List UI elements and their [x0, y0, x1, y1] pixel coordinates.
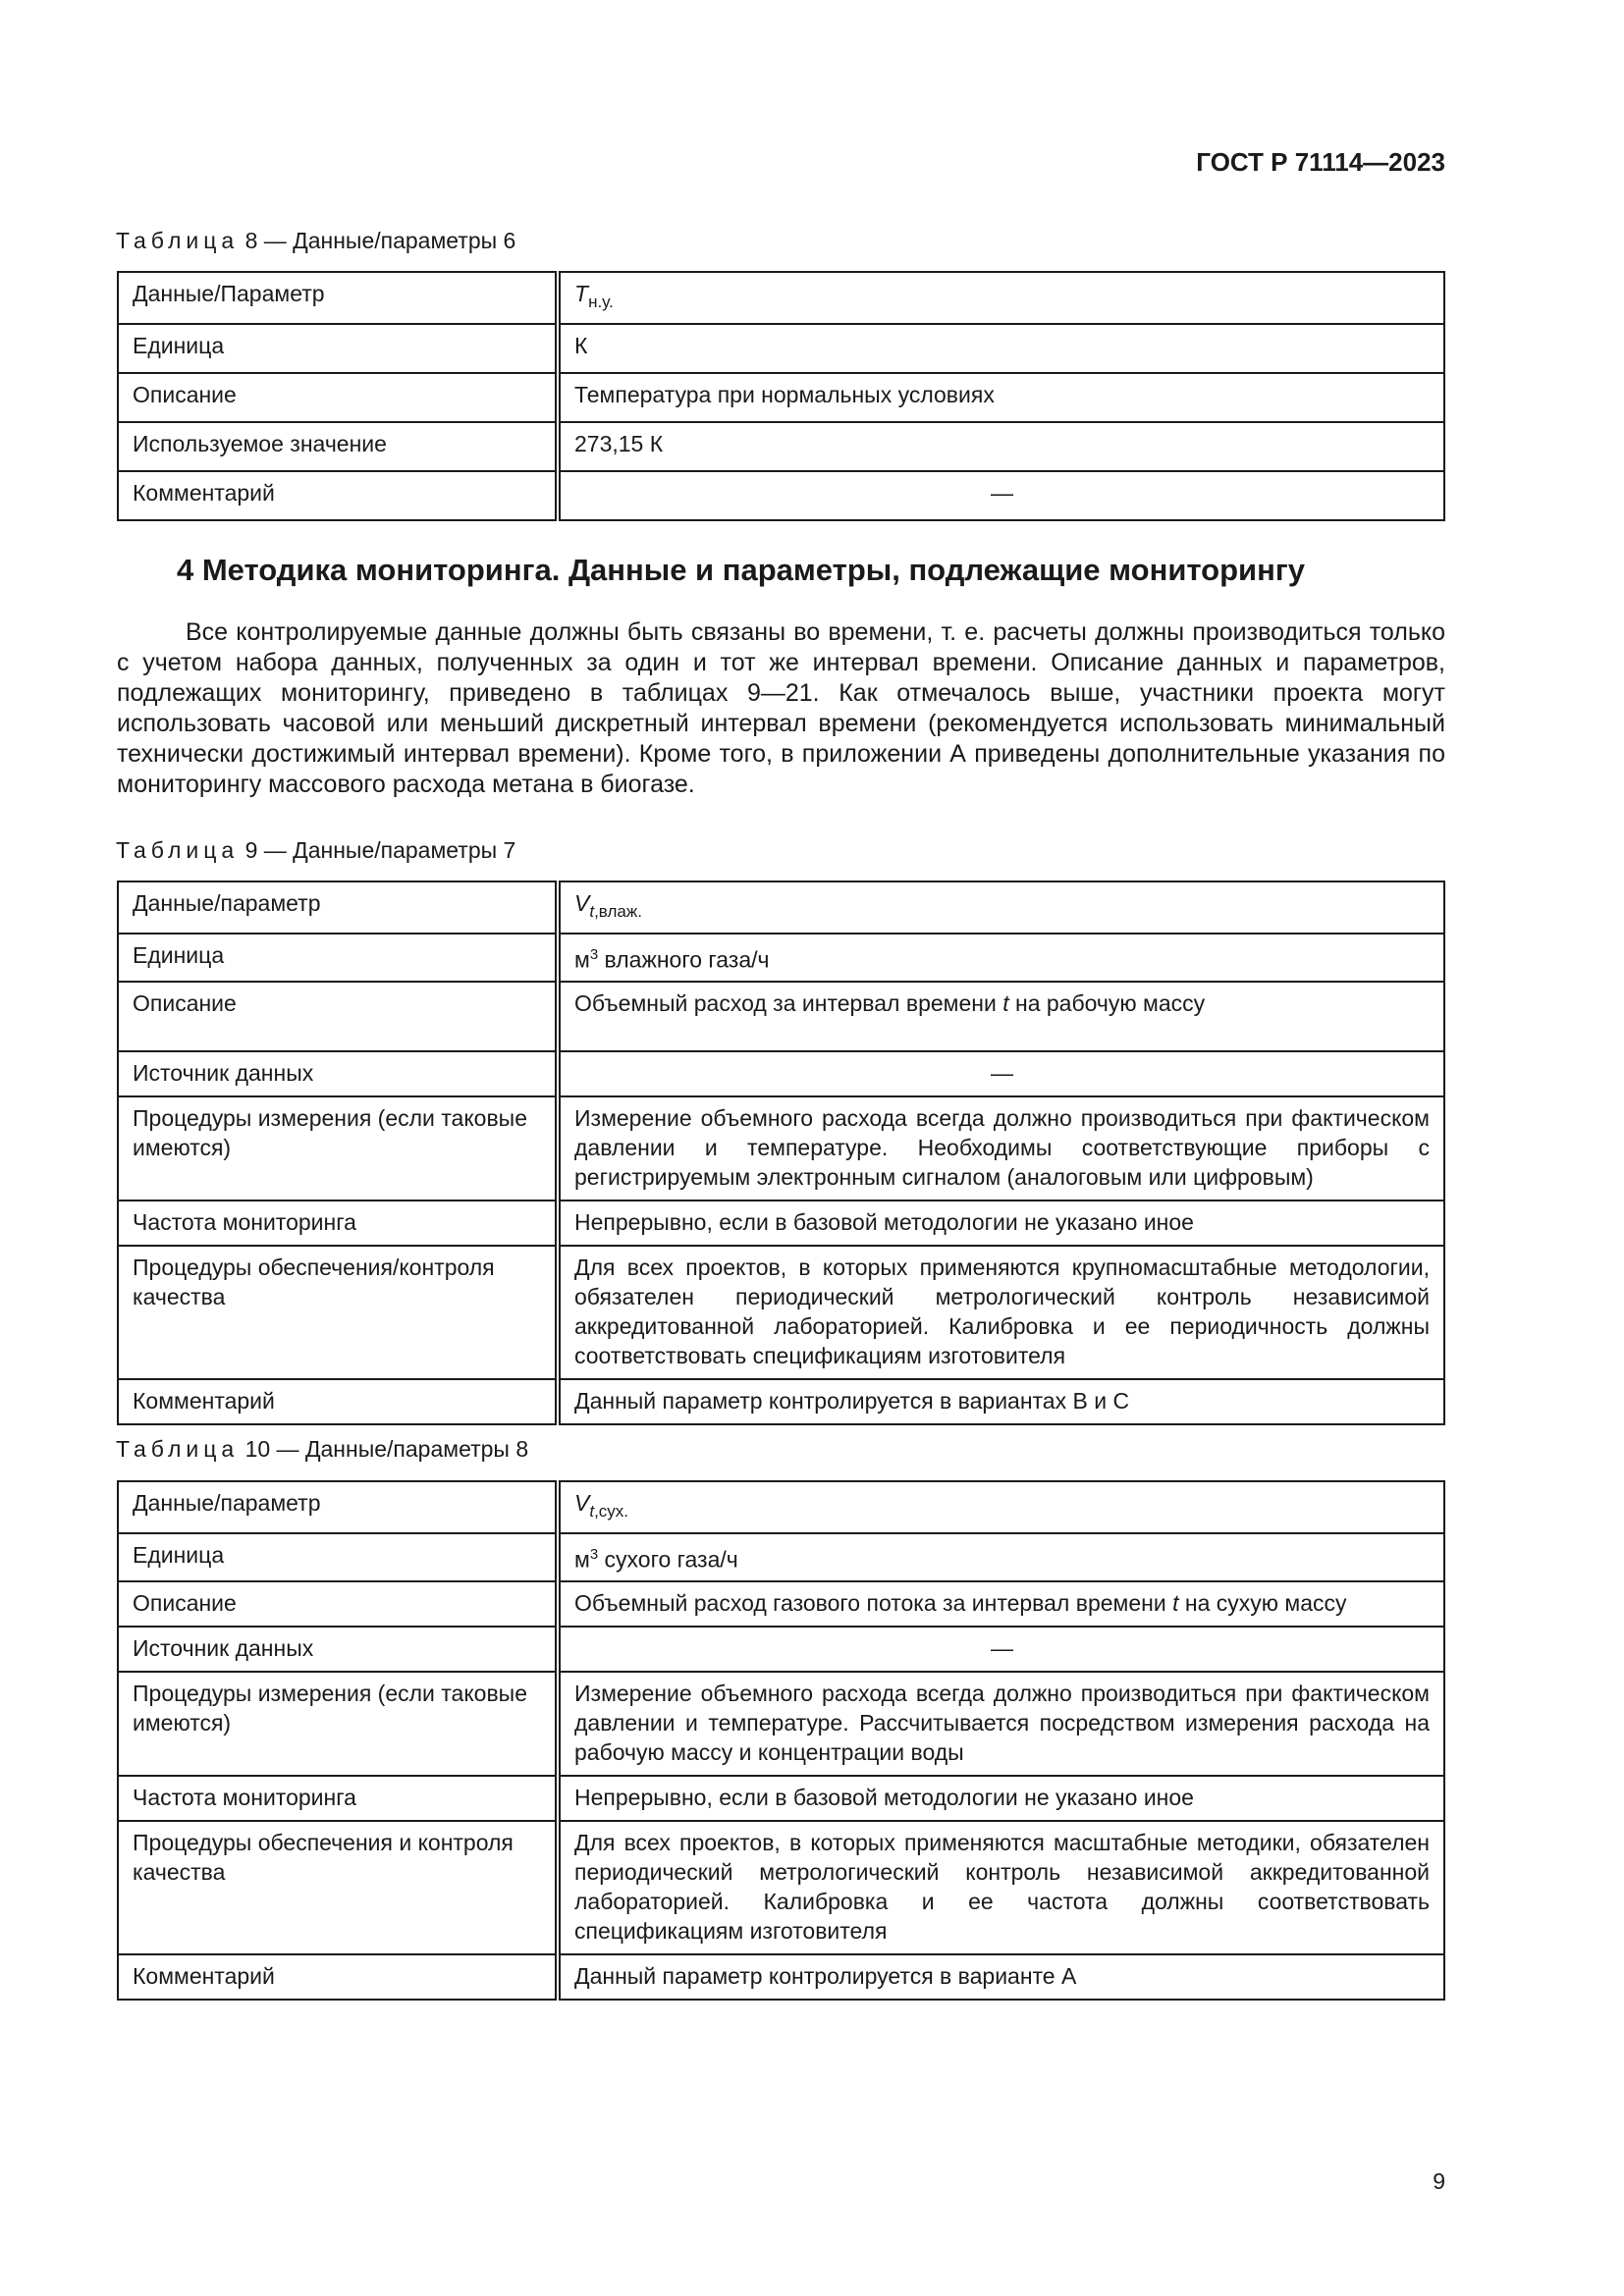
page-number: 9: [1433, 2168, 1445, 2194]
unit-superscript: 3: [589, 1546, 599, 1563]
table-9-value-source: —: [558, 1051, 1444, 1096]
table-row: [118, 934, 1444, 982]
table-9-caption: [116, 837, 515, 864]
table-10-caption-text: 10 — Данные/параметры 8: [239, 1436, 529, 1462]
table-10-value-symbol: [558, 1481, 1444, 1533]
table-row: [118, 1481, 1444, 1533]
description-text: Объемный расход за интервал времени: [574, 989, 1003, 1016]
description-text-rest: на сухую массу: [1178, 1589, 1347, 1616]
table-8-caption-word: Таблица: [116, 228, 240, 253]
table-10-label-description: Описание: [118, 1581, 558, 1627]
unit-superscript: 3: [589, 946, 599, 963]
table-9-label-comment: Комментарий: [118, 1379, 558, 1424]
table-row: [118, 881, 1444, 934]
table-9-value-frequency: Непрерывно, если в базовой методологии не указано иное: [558, 1201, 1444, 1246]
table-10-value-frequency: Непрерывно, если в базовой методологии не указано иное: [558, 1776, 1444, 1821]
table-row: [118, 1776, 1444, 1821]
table-10-value-qa: Для всех проектов, в которых применяются масштабные методики, обязателен периодический метрологический контроль независимой аккредитованной лабораторией. Калибровка и ее частота должны соответствовать спецификациям изготовителя: [558, 1821, 1444, 1954]
table-9-label-source: Источник данных: [118, 1051, 558, 1096]
table-row: [118, 1821, 1444, 1954]
table-9-value-comment: Данный параметр контролируется в вариантах В и С: [558, 1379, 1444, 1424]
table-row: [118, 1581, 1444, 1627]
table-row: [118, 272, 1444, 324]
table-row: [118, 1954, 1444, 2000]
table-9-caption-text: 9 — Данные/параметры 7: [239, 837, 516, 863]
table-row: [118, 422, 1444, 471]
table-row: [118, 471, 1444, 520]
table-8-label-used-value: Используемое значение: [118, 422, 558, 471]
symbol-subscript: н.у.: [588, 293, 614, 311]
table-10-value-comment: Данный параметр контролируется в варианте А: [558, 1954, 1444, 2000]
table-9-value-procedures: Измерение объемного расхода всегда должно производиться при фактическом давлении и температуре. Необходимы соответствующие приборы с регистрируемым электронным сигналом (аналоговым или цифровым): [558, 1096, 1444, 1201]
table-8-caption: [116, 228, 515, 254]
table-10-label-procedures: Процедуры измерения (если таковые имеются): [118, 1672, 558, 1776]
table-9-label-frequency: Частота мониторинга: [118, 1201, 558, 1246]
table-8-value-description: Температура при нормальных условиях: [558, 373, 1444, 422]
table-row: [118, 1533, 1444, 1581]
table-row: [118, 1246, 1444, 1379]
table-8-label-description: Описание: [118, 373, 558, 422]
unit-text: м: [574, 1546, 590, 1573]
table-10-label-comment: Комментарий: [118, 1954, 558, 2000]
table-8-label-comment: Комментарий: [118, 471, 558, 520]
unit-text-rest: влажного газа/ч: [598, 946, 770, 973]
table-row: [118, 1627, 1444, 1672]
table-8-label-unit: Единица: [118, 324, 558, 373]
description-text-rest: на рабочую массу: [1008, 989, 1206, 1016]
table-10-value-procedures: Измерение объемного расхода всегда должно производиться при фактическом давлении и температуре. Рассчитывается посредством измерения расхода на рабочую массу и концентрации воды: [558, 1672, 1444, 1776]
table-9-value-symbol: [558, 881, 1444, 934]
table-9-caption-word: Таблица: [116, 837, 240, 863]
description-text: Объемный расход газового потока за интервал времени: [574, 1589, 1173, 1616]
table-row: [118, 1379, 1444, 1424]
table-10-value-unit: [558, 1533, 1444, 1581]
table-8-label-data: Данные/Параметр: [118, 272, 558, 324]
table-8-value-symbol: [558, 272, 1444, 324]
table-10: [117, 1480, 1445, 2001]
table-9-label-unit: Единица: [118, 934, 558, 982]
table-8-caption-text: 8 — Данные/параметры 6: [239, 228, 516, 253]
table-9-label-description: Описание: [118, 982, 558, 1051]
section-heading: 4 Методика мониторинга. Данные и параметры, подлежащие мониторингу: [177, 553, 1305, 587]
document-id-header: ГОСТ Р 71114—2023: [1196, 147, 1445, 177]
table-row: [118, 1201, 1444, 1246]
section-paragraph: Все контролируемые данные должны быть связаны во времени, т. е. расчеты должны производиться только с учетом набора данных, полученных за один и тот же интервал времени. Описание данных и параметров, подлежащих мониторингу, приведено в таблицах 9—21. Как отмечалось выше, участники проекта могут использовать часовой или меньший дискретный интервал времени (рекомендуется использовать минимальный технически достижимый интервал времени). Кроме того, в приложении А приведены дополнительные указания по мониторингу массового расхода метана в биогазе.: [117, 618, 1445, 798]
unit-text-rest: сухого газа/ч: [598, 1546, 738, 1573]
symbol-v: V: [574, 1490, 590, 1516]
table-10-caption-word: Таблица: [116, 1436, 240, 1462]
table-10-label-data: Данные/параметр: [118, 1481, 558, 1533]
symbol-t: T: [574, 281, 589, 306]
description-italic: t: [1172, 1589, 1179, 1616]
table-10-value-source: —: [558, 1627, 1444, 1672]
table-9-label-procedures: Процедуры измерения (если таковые имеются): [118, 1096, 558, 1201]
table-10-value-description: [558, 1581, 1444, 1627]
table-8-value-unit: К: [558, 324, 1444, 373]
symbol-subscript-t: t: [589, 902, 595, 921]
symbol-subscript: ,влаж.: [594, 902, 642, 921]
table-8: [117, 271, 1445, 521]
symbol-v: V: [574, 890, 590, 916]
table-row: [118, 982, 1444, 1051]
table-8-value-comment: —: [558, 471, 1444, 520]
unit-text: м: [574, 946, 590, 973]
table-10-label-frequency: Частота мониторинга: [118, 1776, 558, 1821]
description-italic: t: [1002, 989, 1009, 1016]
symbol-subscript: ,сух.: [594, 1502, 629, 1521]
table-10-label-unit: Единица: [118, 1533, 558, 1581]
table-9-label-qa: Процедуры обеспечения/контроля качества: [118, 1246, 558, 1379]
table-9-value-unit: [558, 934, 1444, 982]
table-9-label-data: Данные/параметр: [118, 881, 558, 934]
table-row: [118, 324, 1444, 373]
table-row: [118, 1096, 1444, 1201]
table-9: [117, 881, 1445, 1425]
symbol-subscript-t: t: [589, 1502, 595, 1521]
table-row: [118, 373, 1444, 422]
table-9-value-description: [558, 982, 1444, 1051]
table-10-caption: [116, 1436, 528, 1463]
table-8-value-used-value: 273,15 К: [558, 422, 1444, 471]
table-row: [118, 1051, 1444, 1096]
table-10-label-qa: Процедуры обеспечения и контроля качества: [118, 1821, 558, 1954]
table-row: [118, 1672, 1444, 1776]
table-9-value-qa: Для всех проектов, в которых применяются крупномасштабные методологии, обязателен периодический метрологический контроль независимой аккредитованной лабораторией. Калибровка и ее периодичность должны соответствовать спецификациям изготовителя: [558, 1246, 1444, 1379]
table-10-label-source: Источник данных: [118, 1627, 558, 1672]
